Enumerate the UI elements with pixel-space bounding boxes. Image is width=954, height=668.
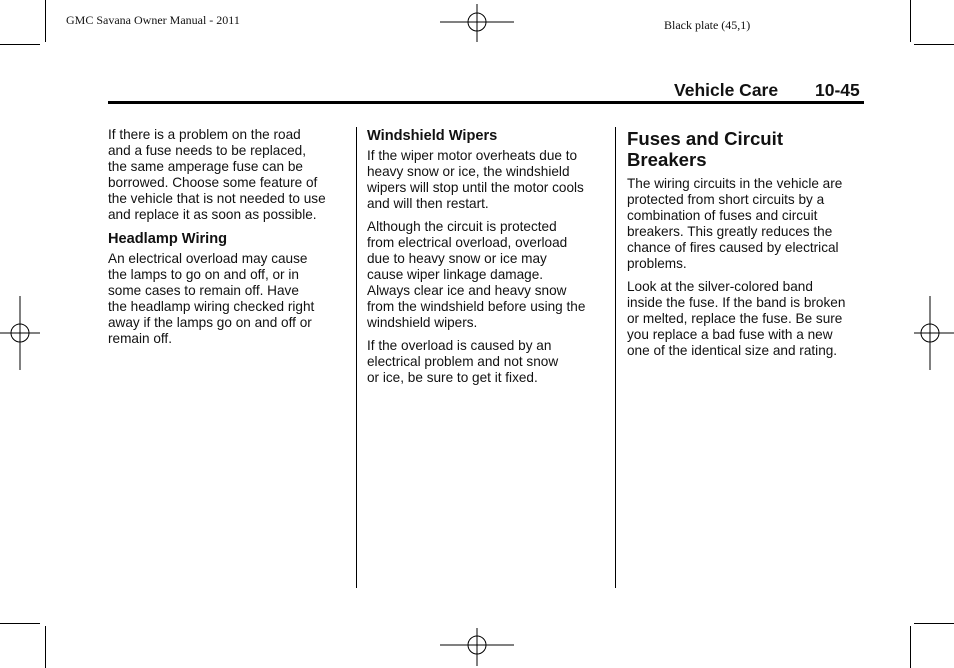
silver-band-paragraph: Look at the silver-colored band inside the fuse. If the band is broken or melted, replace the fuse. Be sure you replace a bad fuse with a new one of the identical size and rating. [627,279,846,358]
crop-mark-tl-vertical [45,0,46,42]
fuses-circuit-breakers-heading: Fuses and Circuit Breakers [627,128,784,170]
crop-mark-br-vertical [910,626,911,668]
slug-manual-title: GMC Savana Owner Manual - 2011 [66,13,240,27]
crop-mark-tr-vertical [910,0,911,42]
wiper-overload-paragraph: Although the circuit is protected from electrical overload, overload due to heavy snow or ice may cause wiper linkage damage. Always clear ice and heavy snow from the windshield before using the windshield wipers. [367,219,586,330]
wiper-overheat-paragraph: If the wiper motor overheats due to heavy snow or ice, the windshield wipers will stop until the motor cools and will then restart. [367,148,584,211]
crop-mark-bl-vertical [45,626,46,668]
slug-plate-info: Black plate (45,1) [664,18,751,32]
crop-mark-tl-horizontal [0,44,40,45]
header-rule [108,101,864,104]
registration-mark-right [912,296,954,370]
registration-mark-bottom [440,626,514,666]
column-3 [627,127,867,366]
headlamp-wiring-heading: Headlamp Wiring [108,231,228,247]
column-divider-2 [615,127,616,588]
crop-mark-br-horizontal [914,623,954,624]
column-1 [108,127,348,354]
windshield-wipers-heading: Windshield Wipers [367,128,498,144]
section-title: Vehicle Care [674,80,779,100]
column-2 [367,127,607,393]
registration-mark-left [0,296,42,370]
page-number: 10-45 [815,80,860,100]
column-divider-1 [356,127,357,588]
borrow-fuse-paragraph: If there is a problem on the road and a fuse needs to be replaced, the same amperage fuse can be borrowed. Choose some feature of the vehicle that is not needed to use and replace it as soon as possible. [108,127,326,222]
crop-mark-bl-horizontal [0,623,40,624]
headlamp-wiring-paragraph: An electrical overload may cause the lamps to go on and off, or in some cases to remain off. Have the headlamp wiring checked right away if the lamps go on and off or remain off. [108,251,315,346]
wiring-circuits-paragraph: The wiring circuits in the vehicle are protected from short circuits by a combination of fuses and circuit breakers. This greatly reduces the chance of fires caused by electrical problems. [627,176,843,271]
crop-mark-tr-horizontal [914,44,954,45]
registration-mark-top [440,4,514,44]
wiper-electrical-paragraph: If the overload is caused by an electrical problem and not snow or ice, be sure to get it fixed. [367,338,559,385]
